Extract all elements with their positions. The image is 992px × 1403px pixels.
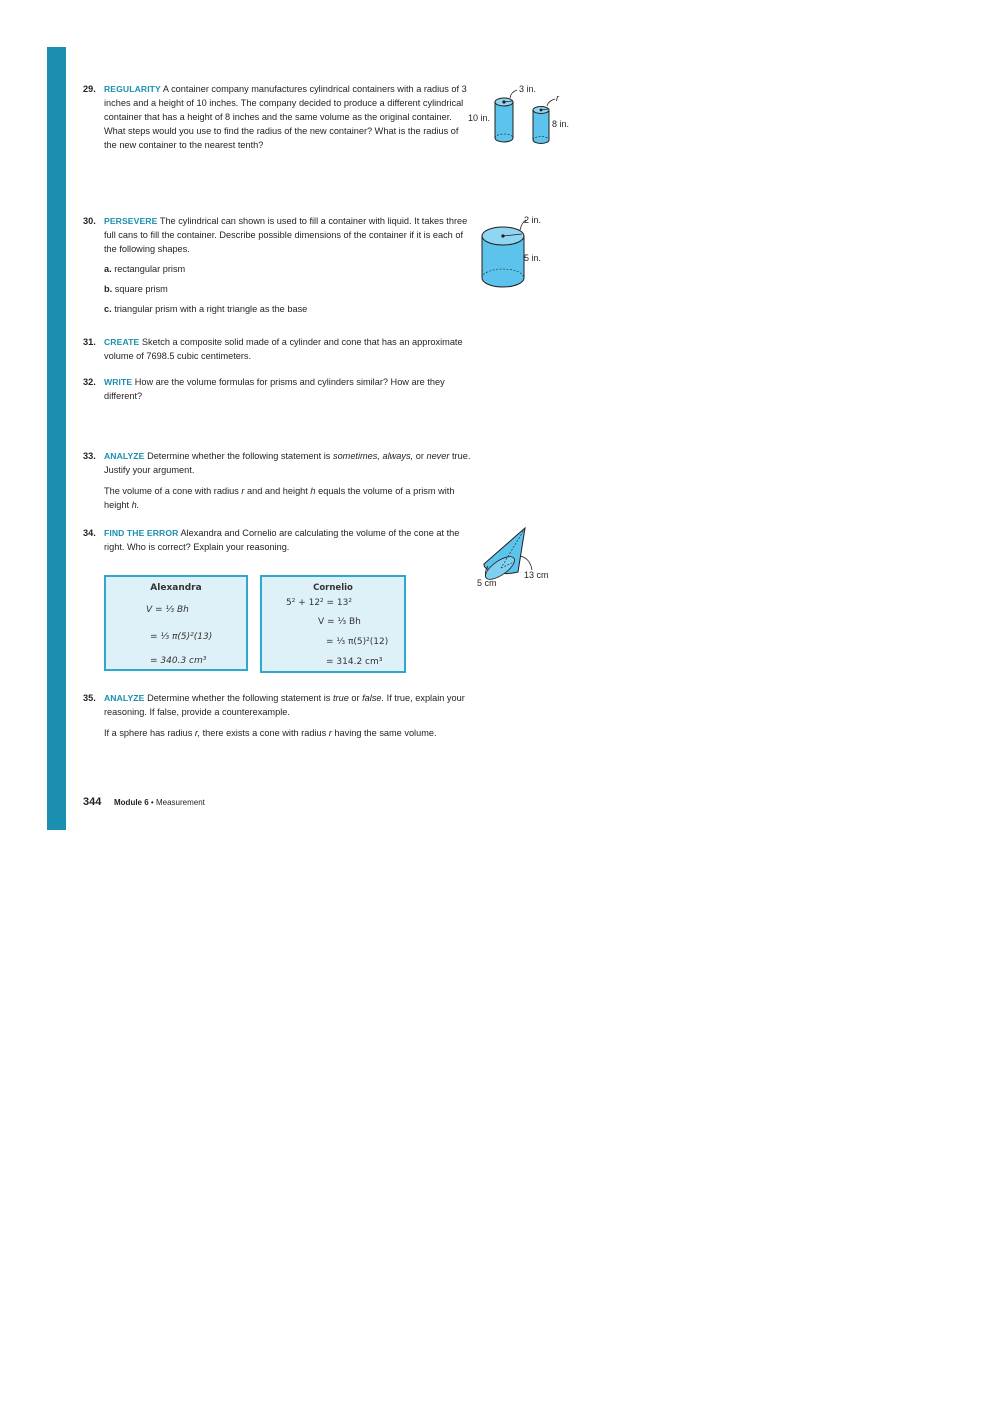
question-number: 31. xyxy=(83,337,96,347)
cornelio-work-box xyxy=(260,575,406,673)
work-line: = ⅓ π(5)²(13) xyxy=(150,632,213,642)
question-29 xyxy=(83,82,473,152)
fig30-height-label: 5 in. xyxy=(524,253,542,263)
fig29-radius-label: 3 in. xyxy=(519,84,537,94)
question-tag: FIND THE ERROR xyxy=(104,528,179,538)
alexandra-work-box xyxy=(104,575,248,671)
fig30-radius-label: 2 in. xyxy=(524,215,542,225)
fig29-radius2-label: r xyxy=(556,93,559,103)
question-tag: PERSEVERE xyxy=(104,216,158,226)
question-text: Sketch a composite solid made of a cylinder and cone that has an approximate volume of 7698.5 cubic centimeters. xyxy=(104,337,463,361)
work-line: = 340.3 cm³ xyxy=(150,656,207,666)
question-number: 33. xyxy=(83,451,96,461)
question-number: 29. xyxy=(83,84,96,94)
question-30 xyxy=(83,214,478,316)
question-number: 35. xyxy=(83,693,96,703)
question-text: The cylindrical can shown is used to fill a container with liquid. It takes three full cans to fill the container. Describe possible dimensions of the container if it is each of the following shapes. xyxy=(104,216,468,254)
question-tag: REGULARITY xyxy=(104,84,161,94)
footer-module: Module 6 • Measurement xyxy=(114,798,205,807)
cylinder-small-body xyxy=(533,110,549,144)
question-32 xyxy=(83,375,478,403)
sub-item-a: a. rectangular prism xyxy=(104,264,186,274)
question-tag: ANALYZE xyxy=(104,451,145,461)
fig29-height-label: 10 in. xyxy=(468,113,491,123)
student-name: Cornelio xyxy=(313,583,353,593)
work-line: = 314.2 cm³ xyxy=(326,657,383,667)
side-accent-bar xyxy=(47,47,66,830)
question-text: Alexandra and Cornelio are calculating the volume of the cone at the right. Who is correct? Explain your reasoning. xyxy=(104,528,460,552)
fig29-height2-label: 8 in. xyxy=(552,119,570,129)
question-text: A container company manufactures cylindrical containers with a radius of 3 inches and a height of 10 inches. The company decided to produce a different cylindrical container that has a height of 8 inches and the same volume as the original container. What steps would you use to find the radius of the new container? What is the radius of the new container to the nearest tenth? xyxy=(104,84,467,150)
page-number: 344 xyxy=(83,796,102,808)
question-35: 35. ANALYZE Determine whether the following statement is true or false. If true, explain your reasoning. If false, provide a counterexample. If a sphere has radius r, there exists a cone with radius r having the same volume. xyxy=(83,691,503,740)
question-33: 33. ANALYZE Determine whether the following statement is sometimes, always, or never true. Justify your argument. The volume of a cone with radius r and and height h equals the volume of a prism with height h. xyxy=(83,449,478,512)
fig34-slant-label: 13 cm xyxy=(524,570,549,580)
question-number: 34. xyxy=(83,528,96,538)
question-tag: WRITE xyxy=(104,377,133,387)
sub-item-c: c. triangular prism with a right triangle as the base xyxy=(104,304,308,314)
question-number: 32. xyxy=(83,377,96,387)
work-line: 5² + 12² = 13² xyxy=(286,598,352,608)
question-text: How are the volume formulas for prisms and cylinders similar? How are they different? xyxy=(104,377,445,401)
student-name: Alexandra xyxy=(150,583,202,593)
statement: The volume of a cone with radius r and and height h equals the volume of a prism with height h. xyxy=(104,486,455,510)
work-line: V = ⅓ Bh xyxy=(318,617,361,627)
question-tag: CREATE xyxy=(104,337,140,347)
statement: If a sphere has radius r, there exists a cone with radius r having the same volume. xyxy=(104,728,437,738)
question-number: 30. xyxy=(83,216,96,226)
work-line: V = ⅓ Bh xyxy=(146,605,189,615)
question-31 xyxy=(83,335,478,363)
sub-item-b: b. square prism xyxy=(104,284,168,294)
work-line: = ⅓ π(5)²(12) xyxy=(326,637,389,647)
cylinder-large-body xyxy=(495,102,513,142)
question-34 xyxy=(83,526,463,554)
question-tag: ANALYZE xyxy=(104,693,145,703)
fig34-radius-label: 5 cm xyxy=(477,578,497,588)
